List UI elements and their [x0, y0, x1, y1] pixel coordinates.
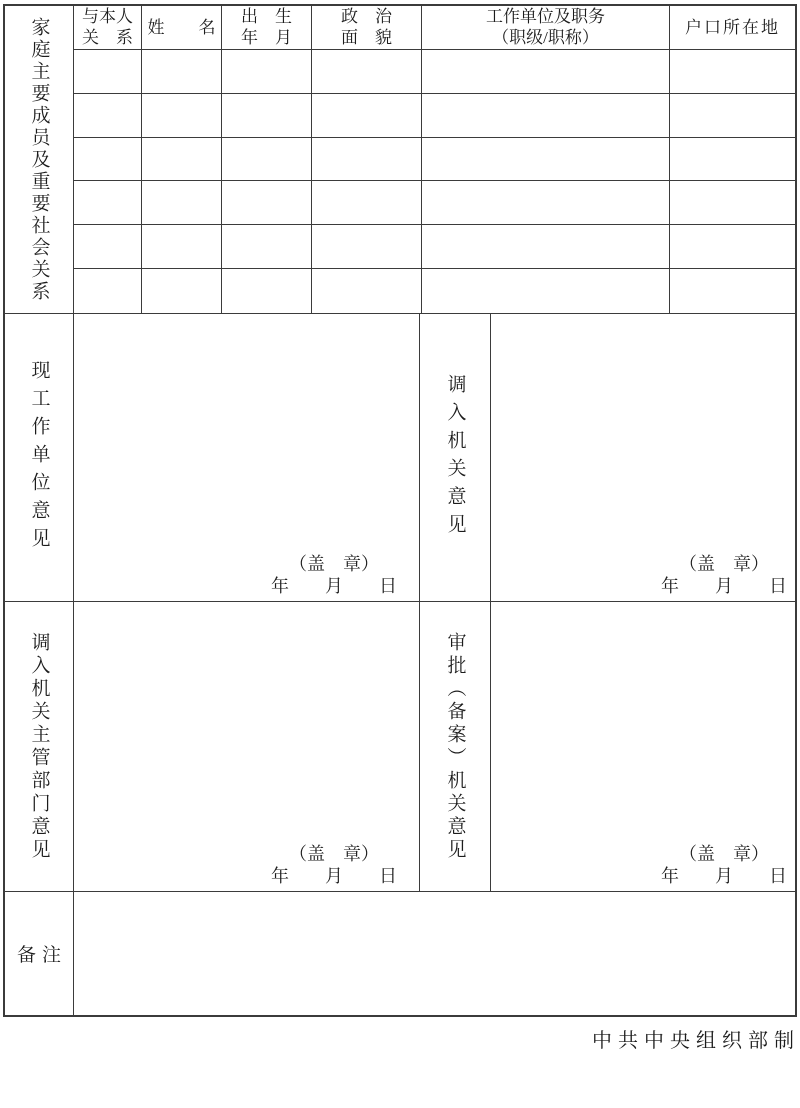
family-cell	[222, 50, 312, 94]
header-name: 姓 名	[142, 6, 222, 50]
family-cell	[312, 181, 422, 225]
current-unit-opinion-area	[74, 314, 420, 601]
family-cell	[670, 181, 795, 225]
family-cell	[74, 181, 142, 225]
date-line: 年 月 日	[661, 866, 787, 886]
family-cell	[670, 269, 795, 313]
header-birth: 出 生 年 月	[222, 6, 312, 50]
family-cell	[74, 269, 142, 313]
family-cell	[312, 269, 422, 313]
current-unit-opinion-label: 现工作单位意见	[5, 314, 74, 601]
stamp-block	[271, 843, 397, 887]
family-cell	[422, 225, 670, 269]
date-line: 年 月 日	[661, 576, 787, 596]
family-cell	[74, 138, 142, 182]
family-cell	[222, 138, 312, 182]
seal-line: （盖 章）	[679, 844, 769, 864]
family-cell	[222, 225, 312, 269]
transfer-in-dept-opinion-label: 调入机关主管部门意见	[5, 602, 74, 891]
family-cell	[422, 181, 670, 225]
family-cell	[670, 138, 795, 182]
family-cell	[222, 94, 312, 138]
family-cell	[312, 225, 422, 269]
family-cell	[312, 50, 422, 94]
stamp-block	[661, 843, 787, 887]
date-line: 年 月 日	[271, 576, 397, 596]
approval-org-opinion-area	[491, 602, 795, 891]
family-cell	[312, 138, 422, 182]
family-cell	[222, 181, 312, 225]
remarks-label: 备注	[5, 892, 74, 1015]
seal-line: （盖 章）	[289, 844, 379, 864]
opinion-row-2	[5, 602, 795, 892]
family-cell	[670, 94, 795, 138]
family-cell	[422, 269, 670, 313]
header-household-location: 户口所在地	[670, 6, 795, 50]
remarks-area	[74, 892, 795, 1015]
family-cell	[670, 50, 795, 94]
family-cell	[142, 138, 222, 182]
seal-line: （盖 章）	[679, 554, 769, 574]
family-cell	[312, 94, 422, 138]
header-work-unit: 工作单位及职务 （职级/职称）	[422, 6, 670, 50]
family-cell	[422, 94, 670, 138]
stamp-block	[271, 553, 397, 597]
form-sheet	[3, 4, 797, 1017]
transfer-in-org-opinion-label: 调入机关意见	[420, 314, 491, 601]
family-cell	[142, 94, 222, 138]
family-cell	[670, 225, 795, 269]
family-cell	[222, 269, 312, 313]
family-cell	[142, 50, 222, 94]
header-relation: 与本人 关 系	[74, 6, 142, 50]
family-cell	[74, 94, 142, 138]
family-section	[5, 6, 795, 314]
approval-org-opinion-label: 审批（备案）机关意见	[420, 602, 491, 891]
family-cell	[142, 225, 222, 269]
opinion-row-1	[5, 314, 795, 602]
transfer-in-dept-opinion-area	[74, 602, 420, 891]
family-cell	[74, 50, 142, 94]
header-political-status: 政 治 面 貌	[312, 6, 422, 50]
transfer-in-org-opinion-area	[491, 314, 795, 601]
family-grid	[74, 6, 795, 313]
family-cell	[74, 225, 142, 269]
family-cell	[142, 269, 222, 313]
remarks-row	[5, 892, 795, 1015]
issuing-authority: 中共中央组织部制	[592, 1030, 800, 1052]
family-cell	[422, 138, 670, 182]
family-section-label: 家庭主要成员及重要社会关系	[5, 6, 74, 313]
date-line: 年 月 日	[271, 866, 397, 886]
seal-line: （盖 章）	[289, 554, 379, 574]
family-cell	[142, 181, 222, 225]
stamp-block	[661, 553, 787, 597]
family-cell	[422, 50, 670, 94]
